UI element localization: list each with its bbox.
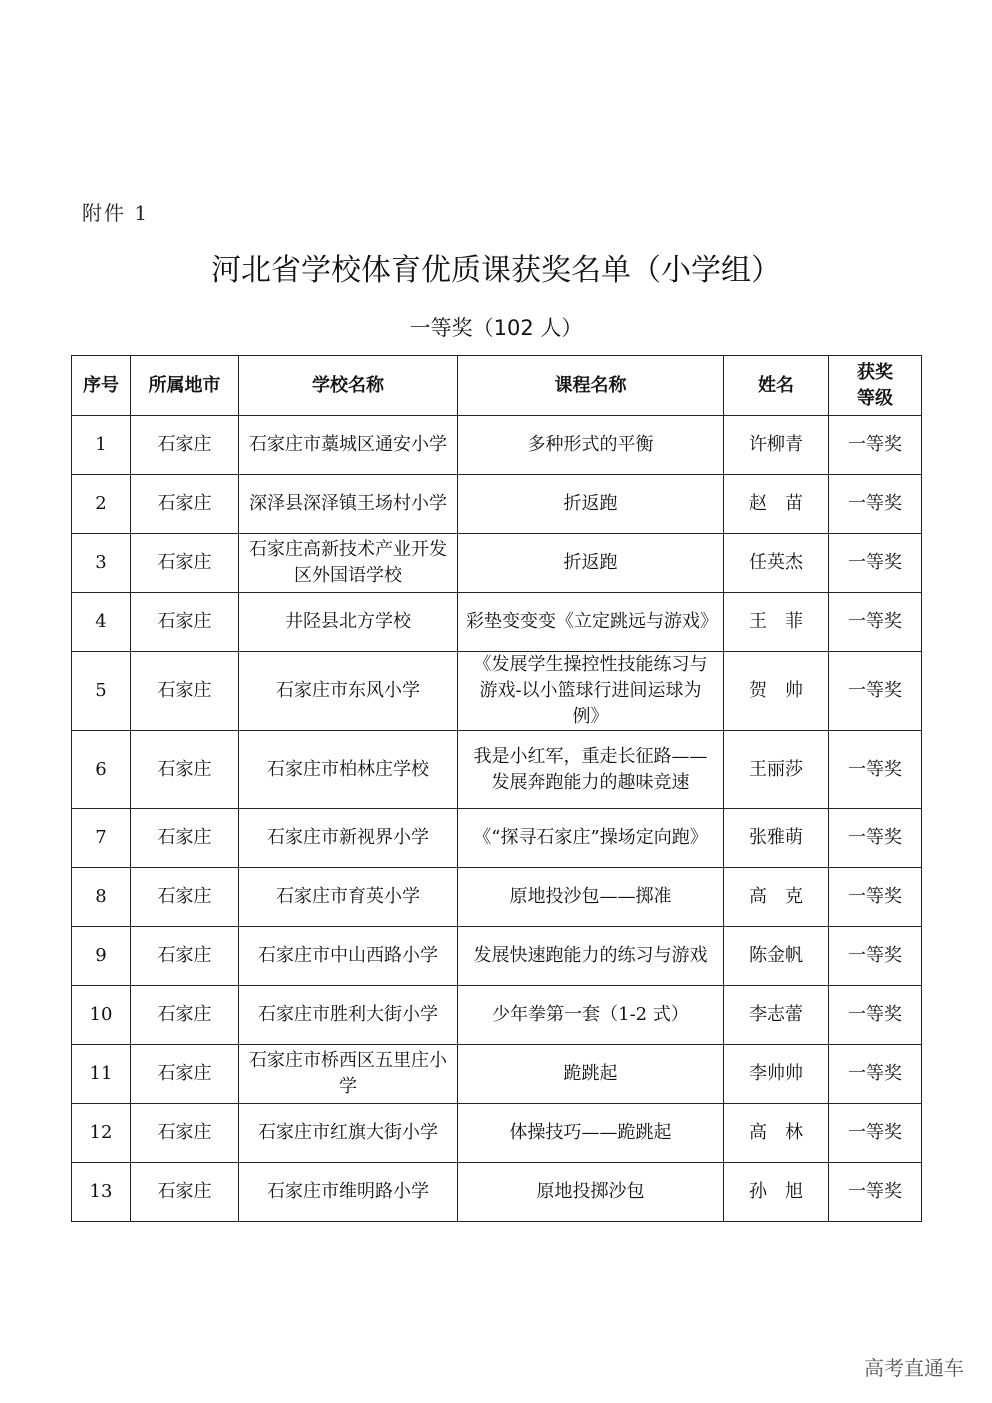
cell-level: 一等奖: [829, 534, 922, 593]
cell-school: 石家庄市育英小学: [239, 868, 458, 927]
cell-school: 石家庄市中山西路小学: [239, 927, 458, 986]
cell-course: 体操技巧——跪跳起: [458, 1104, 724, 1163]
cell-course: 折返跑: [458, 534, 724, 593]
cell-no: 7: [72, 809, 131, 868]
header-course: 课程名称: [458, 356, 724, 416]
cell-city: 石家庄: [131, 809, 239, 868]
cell-city: 石家庄: [131, 593, 239, 652]
cell-name: 贺 帅: [724, 652, 829, 731]
cell-city: 石家庄: [131, 731, 239, 809]
table-row: [72, 1163, 922, 1222]
table-row: [72, 986, 922, 1045]
cell-no: 4: [72, 593, 131, 652]
cell-school: 井陉县北方学校: [239, 593, 458, 652]
cell-course: 我是小红军，重走长征路——发展奔跑能力的趣味竞速: [458, 731, 724, 809]
attachment-label: 附件 1: [82, 201, 150, 225]
award-table: [71, 355, 922, 1222]
cell-school: 石家庄高新技术产业开发区外国语学校: [239, 534, 458, 593]
header-level-text: 获奖等级: [856, 361, 893, 409]
page-title: 河北省学校体育优质课获奖名单（小学组）: [211, 253, 781, 288]
cell-course: 发展快速跑能力的练习与游戏: [458, 927, 724, 986]
cell-city: 石家庄: [131, 652, 239, 731]
cell-city: 石家庄: [131, 534, 239, 593]
table-header-row: [72, 356, 922, 416]
cell-school: 石家庄市东风小学: [239, 652, 458, 731]
cell-name: 任英杰: [724, 534, 829, 593]
cell-course: 少年拳第一套（1-2 式）: [458, 986, 724, 1045]
cell-level: 一等奖: [829, 927, 922, 986]
watermark-text: 高考直通车: [864, 1356, 964, 1380]
cell-course: 原地投掷沙包: [458, 1163, 724, 1222]
table-row: [72, 652, 922, 731]
cell-school: 深泽县深泽镇王场村小学: [239, 475, 458, 534]
cell-level: 一等奖: [829, 809, 922, 868]
cell-city: 石家庄: [131, 1104, 239, 1163]
cell-city: 石家庄: [131, 1045, 239, 1104]
table-row: [72, 534, 922, 593]
cell-name: 许柳青: [724, 416, 829, 475]
cell-no: 10: [72, 986, 131, 1045]
cell-course: 折返跑: [458, 475, 724, 534]
cell-no: 9: [72, 927, 131, 986]
cell-course: 多种形式的平衡: [458, 416, 724, 475]
cell-name: 高 克: [724, 868, 829, 927]
cell-name: 王丽莎: [724, 731, 829, 809]
cell-school: 石家庄市胜利大街小学: [239, 986, 458, 1045]
cell-school: 石家庄市维明路小学: [239, 1163, 458, 1222]
cell-city: 石家庄: [131, 927, 239, 986]
table-row: [72, 416, 922, 475]
cell-school: 石家庄市藁城区通安小学: [239, 416, 458, 475]
cell-no: 1: [72, 416, 131, 475]
cell-school: 石家庄市红旗大街小学: [239, 1104, 458, 1163]
cell-no: 8: [72, 868, 131, 927]
cell-level: 一等奖: [829, 1163, 922, 1222]
cell-level: 一等奖: [829, 475, 922, 534]
award-subtitle: 一等奖（102 人）: [409, 316, 583, 340]
cell-city: 石家庄: [131, 416, 239, 475]
table-row: [72, 809, 922, 868]
table-row: [72, 868, 922, 927]
header-city: 所属地市: [131, 356, 239, 416]
cell-course: 跪跳起: [458, 1045, 724, 1104]
cell-no: 12: [72, 1104, 131, 1163]
cell-no: 3: [72, 534, 131, 593]
cell-city: 石家庄: [131, 986, 239, 1045]
cell-course: 彩垫变变变《立定跳远与游戏》: [458, 593, 724, 652]
cell-level: 一等奖: [829, 593, 922, 652]
cell-school: 石家庄市桥西区五里庄小学: [239, 1045, 458, 1104]
table-row: [72, 475, 922, 534]
cell-school: 石家庄市柏林庄学校: [239, 731, 458, 809]
cell-school: 石家庄市新视界小学: [239, 809, 458, 868]
table-row: [72, 1045, 922, 1104]
header-level: [829, 356, 922, 416]
cell-no: 13: [72, 1163, 131, 1222]
cell-course: 《“探寻石家庄”操场定向跑》: [458, 809, 724, 868]
cell-name: 孙 旭: [724, 1163, 829, 1222]
cell-name: 赵 苗: [724, 475, 829, 534]
cell-name: 高 林: [724, 1104, 829, 1163]
cell-name: 李志蕾: [724, 986, 829, 1045]
cell-city: 石家庄: [131, 1163, 239, 1222]
cell-no: 2: [72, 475, 131, 534]
table-row: [72, 1104, 922, 1163]
cell-name: 陈金帆: [724, 927, 829, 986]
cell-no: 6: [72, 731, 131, 809]
cell-no: 5: [72, 652, 131, 731]
cell-level: 一等奖: [829, 1045, 922, 1104]
header-no: 序号: [72, 356, 131, 416]
cell-level: 一等奖: [829, 731, 922, 809]
cell-no: 11: [72, 1045, 131, 1104]
cell-name: 张雅萌: [724, 809, 829, 868]
cell-level: 一等奖: [829, 1104, 922, 1163]
cell-level: 一等奖: [829, 986, 922, 1045]
table-row: [72, 731, 922, 809]
cell-name: 李帅帅: [724, 1045, 829, 1104]
cell-level: 一等奖: [829, 652, 922, 731]
table-row: [72, 927, 922, 986]
header-name: 姓名: [724, 356, 829, 416]
table-row: [72, 593, 922, 652]
cell-level: 一等奖: [829, 868, 922, 927]
cell-city: 石家庄: [131, 868, 239, 927]
cell-level: 一等奖: [829, 416, 922, 475]
cell-course: 《发展学生操控性技能练习与游戏-以小篮球行进间运球为例》: [458, 652, 724, 731]
header-school: 学校名称: [239, 356, 458, 416]
cell-name: 王 菲: [724, 593, 829, 652]
cell-city: 石家庄: [131, 475, 239, 534]
cell-course: 原地投沙包——掷准: [458, 868, 724, 927]
